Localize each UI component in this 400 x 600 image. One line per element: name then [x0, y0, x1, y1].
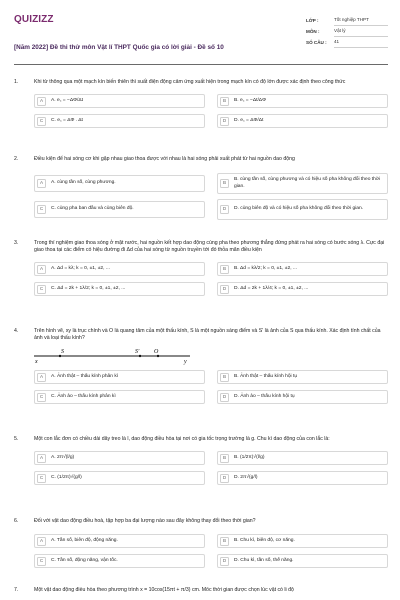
- option-a[interactable]: [34, 451, 205, 465]
- question-3: [14, 240, 388, 298]
- option-c[interactable]: [34, 390, 205, 404]
- option-text: D. Ảnh ảo – thấu kính hội tụ: [234, 393, 295, 399]
- question-text: Đối với vật dao động điều hoà, tập hợp ba đại lượng nào sau đây không thay đổi theo thời gian?: [34, 518, 256, 524]
- option-letter: A: [37, 97, 46, 106]
- options: [34, 173, 388, 223]
- option-a[interactable]: [34, 370, 205, 384]
- option-b[interactable]: [217, 173, 388, 194]
- option-letter: C: [37, 205, 46, 214]
- option-letter: D: [220, 557, 229, 566]
- option-d[interactable]: [217, 114, 388, 128]
- option-b[interactable]: [217, 451, 388, 465]
- option-text: B. e꜀ = −Δt/ΔΦ: [234, 97, 266, 103]
- question-number: 2.: [14, 156, 19, 162]
- options: [34, 94, 388, 130]
- option-text: C. Tần số, động năng, vận tốc.: [51, 557, 118, 563]
- options: [34, 262, 388, 298]
- option-text: B. (1/2π)√(l/g): [234, 454, 265, 460]
- option-letter: B: [220, 265, 229, 274]
- option-d[interactable]: [217, 471, 388, 485]
- option-letter: B: [220, 373, 229, 382]
- option-letter: C: [37, 474, 46, 483]
- option-text: A. Tần số, biên độ, động năng.: [51, 537, 118, 543]
- option-letter: D: [220, 117, 229, 126]
- option-letter: C: [37, 393, 46, 402]
- option-letter: C: [37, 117, 46, 126]
- option-text: B. Chu kì, biên độ, cơ năng.: [234, 537, 295, 543]
- question-2: [14, 156, 388, 223]
- option-c[interactable]: [34, 554, 205, 568]
- option-text: C. Δd = 2k + 1λ/2; k = 0, ±1, ±2, ...: [51, 285, 126, 291]
- optical-axis-diagram: [34, 348, 388, 366]
- option-text: B. cùng tần số, cùng phương và có hiệu số pha không đổi theo thời gian.: [234, 177, 381, 189]
- optical-center-point: [157, 355, 159, 357]
- meta-key: MÔN :: [306, 29, 320, 35]
- option-b[interactable]: [217, 370, 388, 384]
- option-letter: B: [220, 97, 229, 106]
- option-text: B. Δd = kλ/2; k = 0, ±1, ±2, ...: [234, 265, 298, 271]
- meta-key: SỐ CÂU :: [306, 40, 327, 46]
- option-a[interactable]: [34, 534, 205, 548]
- option-text: A. e꜀ = −ΔΦ/Δt: [51, 97, 83, 103]
- option-text: A. cùng tần số, cùng phương.: [51, 180, 116, 186]
- option-d[interactable]: [217, 554, 388, 568]
- option-letter: C: [37, 557, 46, 566]
- option-d[interactable]: [217, 282, 388, 296]
- header-divider: [14, 64, 388, 65]
- option-letter: B: [220, 537, 229, 546]
- axis-label-y: y: [184, 359, 187, 366]
- option-d[interactable]: [217, 199, 388, 220]
- question-6: [14, 518, 388, 570]
- option-b[interactable]: [217, 262, 388, 276]
- options: [34, 370, 388, 406]
- question-number: 6.: [14, 518, 19, 524]
- option-letter: D: [220, 205, 229, 214]
- option-b[interactable]: [217, 94, 388, 108]
- option-text: C. cùng pha ban đầu và cùng biên độ.: [51, 206, 134, 212]
- question-1: [14, 79, 388, 130]
- option-c[interactable]: [34, 201, 205, 218]
- option-letter: B: [220, 454, 229, 463]
- document-header: [14, 12, 388, 62]
- axis-label-x: x: [35, 359, 38, 366]
- meta-row-count: [306, 38, 388, 49]
- meta-row-class: [306, 16, 388, 27]
- option-c[interactable]: [34, 471, 205, 485]
- option-d[interactable]: [217, 390, 388, 404]
- options: [34, 534, 388, 570]
- question-text: Một con lắc đơn có chiều dài dây treo là l, dao động điều hòa tại nơi có gia tốc trọng trường là g. Chu kì dao động của con lắc là:: [34, 436, 330, 442]
- option-letter: A: [37, 179, 46, 188]
- question-number: 7.: [14, 587, 19, 593]
- meta-value: 41: [334, 39, 388, 47]
- option-c[interactable]: [34, 282, 205, 296]
- question-number: 5.: [14, 436, 19, 442]
- option-letter: A: [37, 537, 46, 546]
- option-text: C. e꜀ = ΔΦ . Δt: [51, 117, 83, 123]
- image-point: [139, 355, 141, 357]
- option-text: D. Δd = 2k + 1λ/4; k = 0, ±1, ±2, ...: [234, 285, 309, 291]
- option-letter: D: [220, 285, 229, 294]
- meta-key: LỚP :: [306, 18, 319, 24]
- option-letter: A: [37, 373, 46, 382]
- option-text: D. e꜀ = ΔΦ/Δt: [234, 117, 264, 123]
- option-c[interactable]: [34, 114, 205, 128]
- question-text: Một vật dao động điều hòa theo phương trình x = 10cos(15πt + π/3) cm. Mốc thời gian được chọn lúc vật có li độ: [34, 587, 294, 593]
- quizizz-logo: QUIZIZZ: [14, 14, 54, 25]
- question-number: 3.: [14, 240, 19, 246]
- document-title: [Năm 2022] Đề thi thử môn Vật lí THPT Quốc gia có lời giải - Đề số 10: [14, 44, 224, 51]
- question-5: [14, 436, 388, 487]
- option-a[interactable]: [34, 262, 205, 276]
- option-text: A. 2π√(l/g): [51, 454, 75, 460]
- option-b[interactable]: [217, 534, 388, 548]
- question-7: [14, 587, 388, 594]
- question-text: Trong thí nghiệm giao thoa sóng ở mặt nước, hai nguồn kết hợp dao động cùng pha theo phương thẳng đứng phát ra hai sóng có bước sóng λ. Cực đại giao thoa tại các điểm có hiệu đường đi Δd của hai sóng từ nguồn truyền tới đó thỏa mãn điều kiện: [34, 240, 385, 254]
- option-letter: B: [220, 179, 229, 188]
- option-text: D. 2π√(g/l): [234, 474, 258, 480]
- option-text: C. Ảnh ảo – thấu kính phân kì: [51, 393, 116, 399]
- source-point: [59, 355, 61, 357]
- meta-value: Vật lý: [334, 28, 388, 36]
- option-letter: C: [37, 285, 46, 294]
- label-s-prime: S': [135, 349, 140, 356]
- label-o: O: [154, 349, 159, 356]
- label-s: S: [61, 349, 64, 356]
- question-text: Khi từ thông qua một mạch kín biến thiên thì suất điện động cảm ứng xuất hiện trong mạch kín có độ lớn được xác định theo công thức: [34, 79, 346, 85]
- option-text: D. cùng biên độ và có hiệu số pha không đổi theo thời gian.: [234, 206, 364, 212]
- meta-row-subject: [306, 27, 388, 38]
- lens-diagram: [34, 348, 388, 366]
- option-text: C. (1/2π)√(g/l): [51, 474, 82, 480]
- option-a[interactable]: [34, 175, 205, 192]
- meta-info: [306, 16, 388, 49]
- option-a[interactable]: [34, 94, 205, 108]
- option-text: A. Ảnh thật – thấu kính phân kì: [51, 373, 119, 379]
- option-letter: A: [37, 454, 46, 463]
- question-text: Điều kiện để hai sóng cơ khi gặp nhau giao thoa được với nhau là hai sóng phải xuất phát từ hai nguồn dao động: [34, 156, 295, 162]
- meta-value: Tốt nghiệp THPT: [334, 17, 388, 25]
- option-text: B. Ảnh thật – thấu kính hội tụ: [234, 373, 298, 379]
- option-letter: D: [220, 393, 229, 402]
- question-text: Trên hình vẽ, xy là trục chính và O là quang tâm của một thấu kính, S là một nguồn sáng điểm và S' là ảnh của S qua thấu kính. Xác định tính chất của ảnh và loại thấu kính?: [34, 328, 381, 342]
- question-number: 4.: [14, 328, 19, 334]
- question-number: 1.: [14, 79, 19, 85]
- option-text: D. Chu kì, tần số, thế năng.: [234, 557, 294, 563]
- option-text: A. Δd = kλ; k = 0, ±1, ±2, ...: [51, 265, 110, 271]
- option-letter: A: [37, 265, 46, 274]
- option-letter: D: [220, 474, 229, 483]
- options: [34, 451, 388, 487]
- question-4: [14, 328, 388, 406]
